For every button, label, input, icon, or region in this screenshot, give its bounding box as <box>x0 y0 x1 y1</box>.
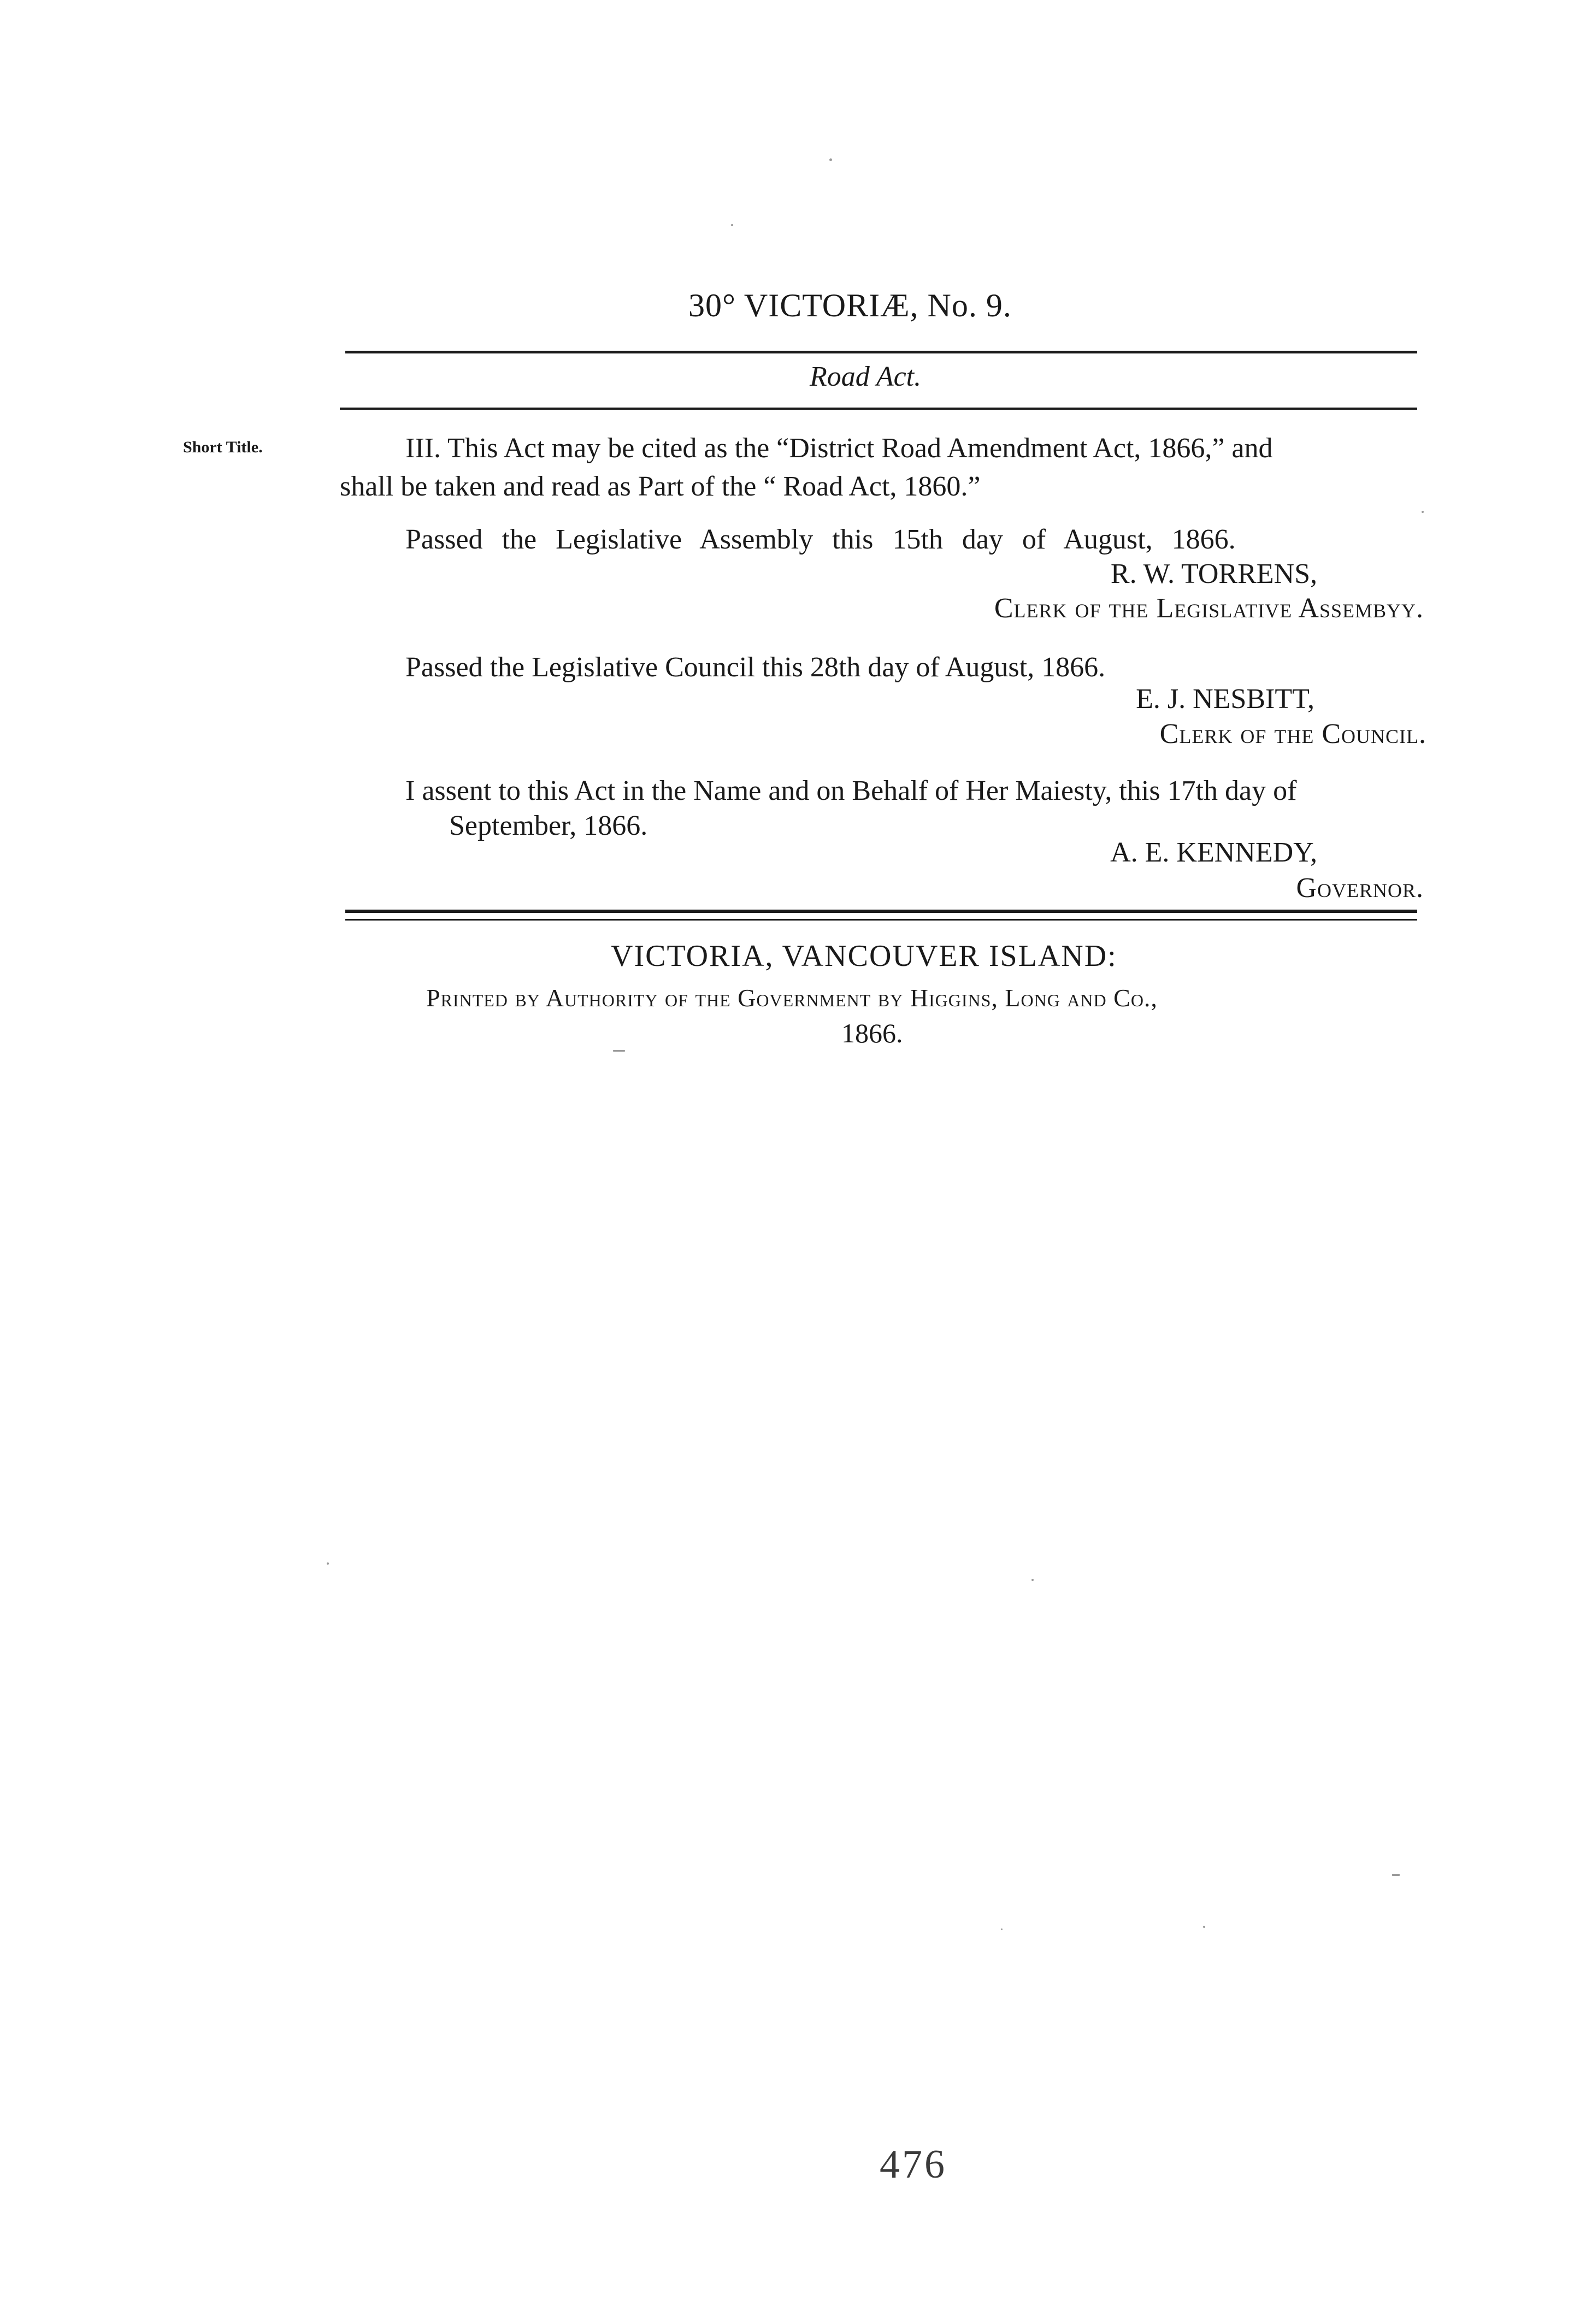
margin-note: Short Title. <box>183 438 263 456</box>
act-subhead: Road Act. <box>810 361 922 392</box>
council-signer-title: Clerk of the Council. <box>1159 718 1426 750</box>
scan-speck <box>829 158 832 161</box>
council-passed-line: Passed the Legislative Council this 28th day of August, 1866. <box>405 652 1106 683</box>
header-rule <box>345 351 1417 353</box>
scan-speck <box>1392 1874 1400 1876</box>
scan-speck <box>1203 1926 1205 1928</box>
assent-line-1: I assent to this Act in the Name and on Behalf of Her Maiesty, this 17th day of <box>405 775 1297 806</box>
closing-rule-thin <box>345 919 1417 921</box>
scan-speck <box>1001 1928 1003 1930</box>
running-head: 30° VICTORIÆ, No. 9. <box>688 287 1012 323</box>
scan-speck <box>613 1050 625 1052</box>
scan-speck <box>327 1562 329 1565</box>
page-number: 476 <box>880 2142 947 2187</box>
section-text-line-1: III. This Act may be cited as the “District Road Amendment Act, 1866,” and <box>405 433 1273 464</box>
assent-line-2: September, 1866. <box>449 810 648 841</box>
assent-signer: A. E. KENNEDY, <box>1110 837 1317 868</box>
scan-speck <box>1422 511 1424 513</box>
imprint-year: 1866. <box>841 1018 903 1048</box>
council-signer: E. J. NESBITT, <box>1136 683 1314 715</box>
assembly-signer-title: Clerk of the Legislative Assembyy. <box>994 593 1424 624</box>
assent-signer-title: Governor. <box>1296 872 1424 904</box>
subhead-rule <box>340 408 1417 410</box>
imprint-printer: Printed by Authority of the Government by Higgins, Long and Co., <box>426 984 1158 1012</box>
assembly-signer: R. W. TORRENS, <box>1110 558 1317 589</box>
section-text-line-2: shall be taken and read as Part of the “ Road Act, 1860.” <box>340 471 981 502</box>
scan-speck <box>1031 1579 1034 1581</box>
scan-speck <box>731 224 733 226</box>
closing-rule-thick <box>345 910 1417 913</box>
assembly-passed-line: Passed the Legislative Assembly this 15th day of August, 1866. <box>405 524 1236 555</box>
imprint-place: VICTORIA, VANCOUVER ISLAND: <box>611 939 1117 973</box>
